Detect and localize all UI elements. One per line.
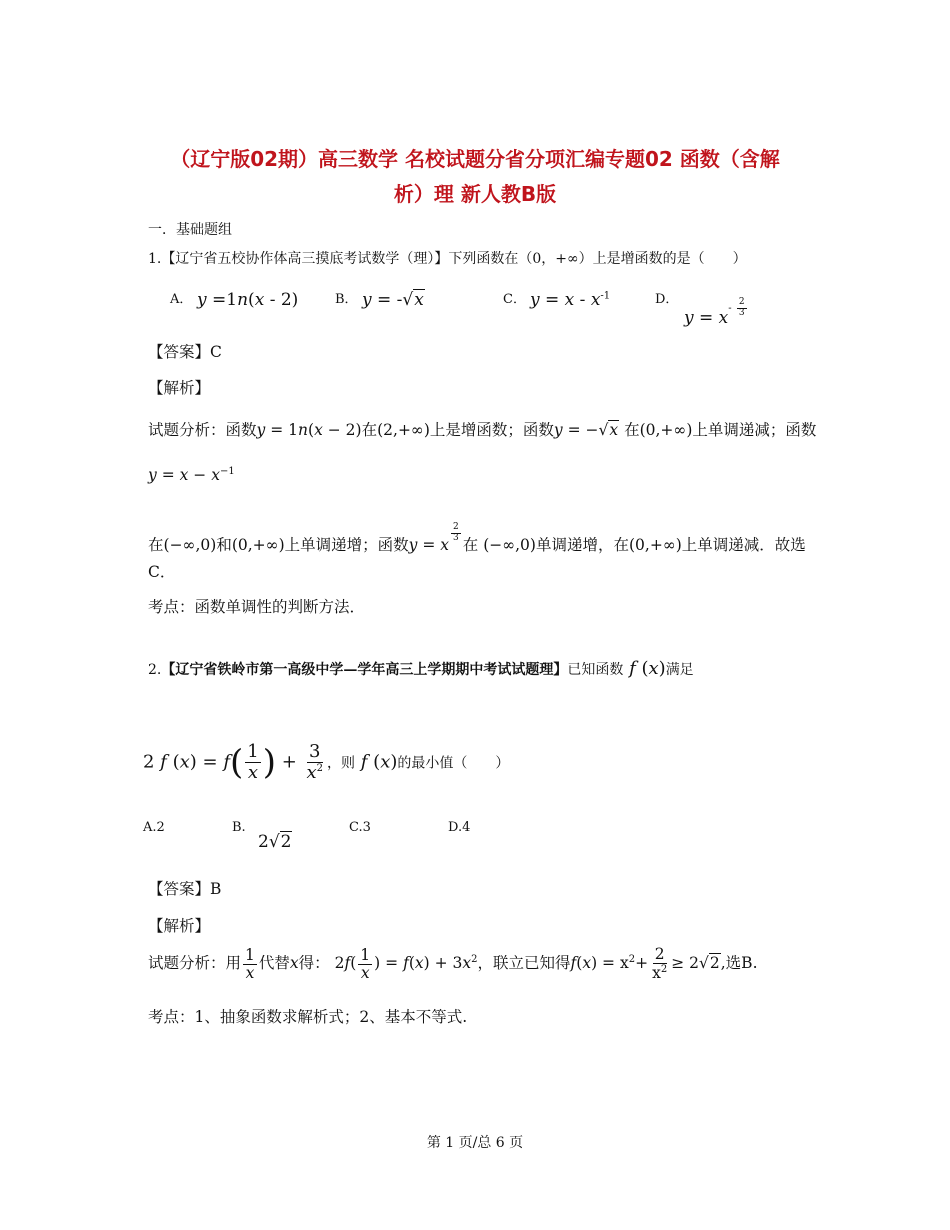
q2-analysis-text: ，联立已知得 <box>477 954 571 973</box>
q1-analysis-line-1 <box>148 418 816 440</box>
q2-option-b-formula: 2√2 <box>258 832 292 852</box>
q2-option-c: C.3 <box>349 820 371 835</box>
section-heading: 一．基础题组 <box>148 222 232 238</box>
q2-answer <box>148 877 221 899</box>
q1-interval: (−∞,0) <box>483 535 536 554</box>
q1-interval: (0,+∞) <box>629 535 682 554</box>
q1-kaodian: 考点：函数单调性的判断方法． <box>148 598 366 616</box>
q1-option-d-label: D． <box>655 292 679 307</box>
q1-answer-label: 【答案】 <box>148 343 211 361</box>
q1-header <box>148 248 747 268</box>
q2-stem: 已知函数 <box>567 662 624 678</box>
q1-analysis-line-3 <box>148 523 806 555</box>
q1-option-d-formula: $y = x^{- \frac{2}{3}}$ <box>684 297 745 328</box>
q1-analysis-text: 单调递增，在 <box>535 535 629 554</box>
q2-header <box>148 658 694 679</box>
q1-analysis-text: 上单调递减；函数 <box>692 421 817 439</box>
q1-analysis-text: 试题分析：函数 <box>148 421 257 439</box>
q1-analysis-text: 在 <box>624 421 640 439</box>
q1-interval: (−∞,0) <box>163 535 217 554</box>
q1-interval: (2,+∞) <box>377 421 430 439</box>
q2-stem: 满足 <box>665 662 694 678</box>
q1-stem: 下列函数在（0，+∞）上是增函数的是（ ） <box>448 251 747 267</box>
document-title-line-1: （辽宁版02期）高三数学 名校试题分省分项汇编专题02 函数（含解 <box>170 147 780 171</box>
q1-option-a-formula: y =1n(x - 2) <box>197 290 299 310</box>
q2-analysis-line: 试题分析：用 $\frac{1}{x}$ 代替x得： 2f( $\frac{1}{x}$ ) = $f(x) + 3x^2$，联立已知得$f(x) = x^2+$ $\frac{2}{x^2}$ ≥ 2√2,选B. <box>148 945 758 983</box>
q2-option-a: A.2 <box>143 820 165 835</box>
q1-analysis-text: 在 <box>148 535 164 554</box>
q1-formula-d: y = x $^{\frac{2}{3}}$ <box>408 522 459 554</box>
q2-number: 2. <box>148 662 162 678</box>
q1-analysis-text: 和 <box>216 535 232 554</box>
q1-interval: (0,+∞) <box>231 535 285 554</box>
q1-analysis-label: 【解析】 <box>148 379 211 397</box>
q2-analysis-text: 试题分析：用 <box>148 954 242 973</box>
q2-analysis-text: ,选B. <box>720 954 758 973</box>
q2-fx: f (x) <box>623 658 666 679</box>
q1-answer <box>148 340 222 362</box>
q2-option-d: D.4 <box>448 820 471 835</box>
q1-formula-c: $y = x - x^{-1}$ <box>148 466 235 485</box>
page-footer: 第 1 页/总 6 页 <box>426 1135 524 1151</box>
q2-stem: ，则 <box>327 755 356 772</box>
q1-formula-sqrt: y = −√x <box>553 421 619 439</box>
q2-fx: f (x) <box>355 751 398 773</box>
q1-number: 1. <box>148 251 162 267</box>
document-title-line-2: 析）理 新人教B版 <box>393 182 557 206</box>
q1-formula-ln: y = 1n(x − 2) <box>256 421 362 439</box>
q1-analysis-text: 在 <box>462 535 479 554</box>
q2-answer-value: B <box>210 880 222 898</box>
q2-substitution: 2f( $\frac{1}{x}$ ) = $f(x) + 3x^2$ <box>334 945 478 982</box>
q1-analysis-text: 上单调递增；函数 <box>284 535 409 554</box>
q2-stem: 的最小值（ ） <box>397 755 510 772</box>
q1-analysis-text: 上是增函数；函数 <box>429 421 554 439</box>
q1-option-b-label: B． <box>335 292 358 307</box>
q1-analysis-line-4: C． <box>148 563 176 581</box>
q1-option-a-label: A． <box>170 292 193 307</box>
q2-equation-lhs: 2 f (x) = f <box>143 751 230 773</box>
q2-analysis-label: 【解析】 <box>148 917 211 935</box>
q1-option-b-formula: y = -√x <box>362 290 424 310</box>
q2-source: 【辽宁省铁岭市第一高级中学—学年高三上学期期中考试试题理】 <box>161 662 568 678</box>
q2-answer-label: 【答案】 <box>148 880 211 898</box>
q1-interval: (0,+∞) <box>639 421 693 439</box>
q1-analysis-text: 上单调递减．故选 <box>681 535 806 554</box>
q1-option-c-label: C． <box>503 292 526 307</box>
q1-option-c-formula: $y = x - x^{-1}$ <box>530 290 611 310</box>
q2-equation: 2 f (x) = f( $\frac{1}{x}$ ) + $\frac{3}{x^2}$ ，则 f (x)的最小值（ ） <box>143 741 510 783</box>
q2-kaodian: 考点：1、抽象函数求解析式；2、基本不等式. <box>148 1008 468 1026</box>
q1-analysis-text: 在 <box>361 421 378 439</box>
q2-analysis-text: 得： <box>298 954 330 973</box>
q1-answer-value: C <box>210 343 222 361</box>
q2-result: $f(x) = x^2+$ $\frac{2}{x^2}$ ≥ 2√2 <box>570 945 720 983</box>
q1-source: 【辽宁省五校协作体高三摸底考试数学（理）】 <box>161 251 449 267</box>
q2-option-b-label: B. <box>232 820 246 835</box>
q2-analysis-text: 代替 <box>258 954 290 973</box>
